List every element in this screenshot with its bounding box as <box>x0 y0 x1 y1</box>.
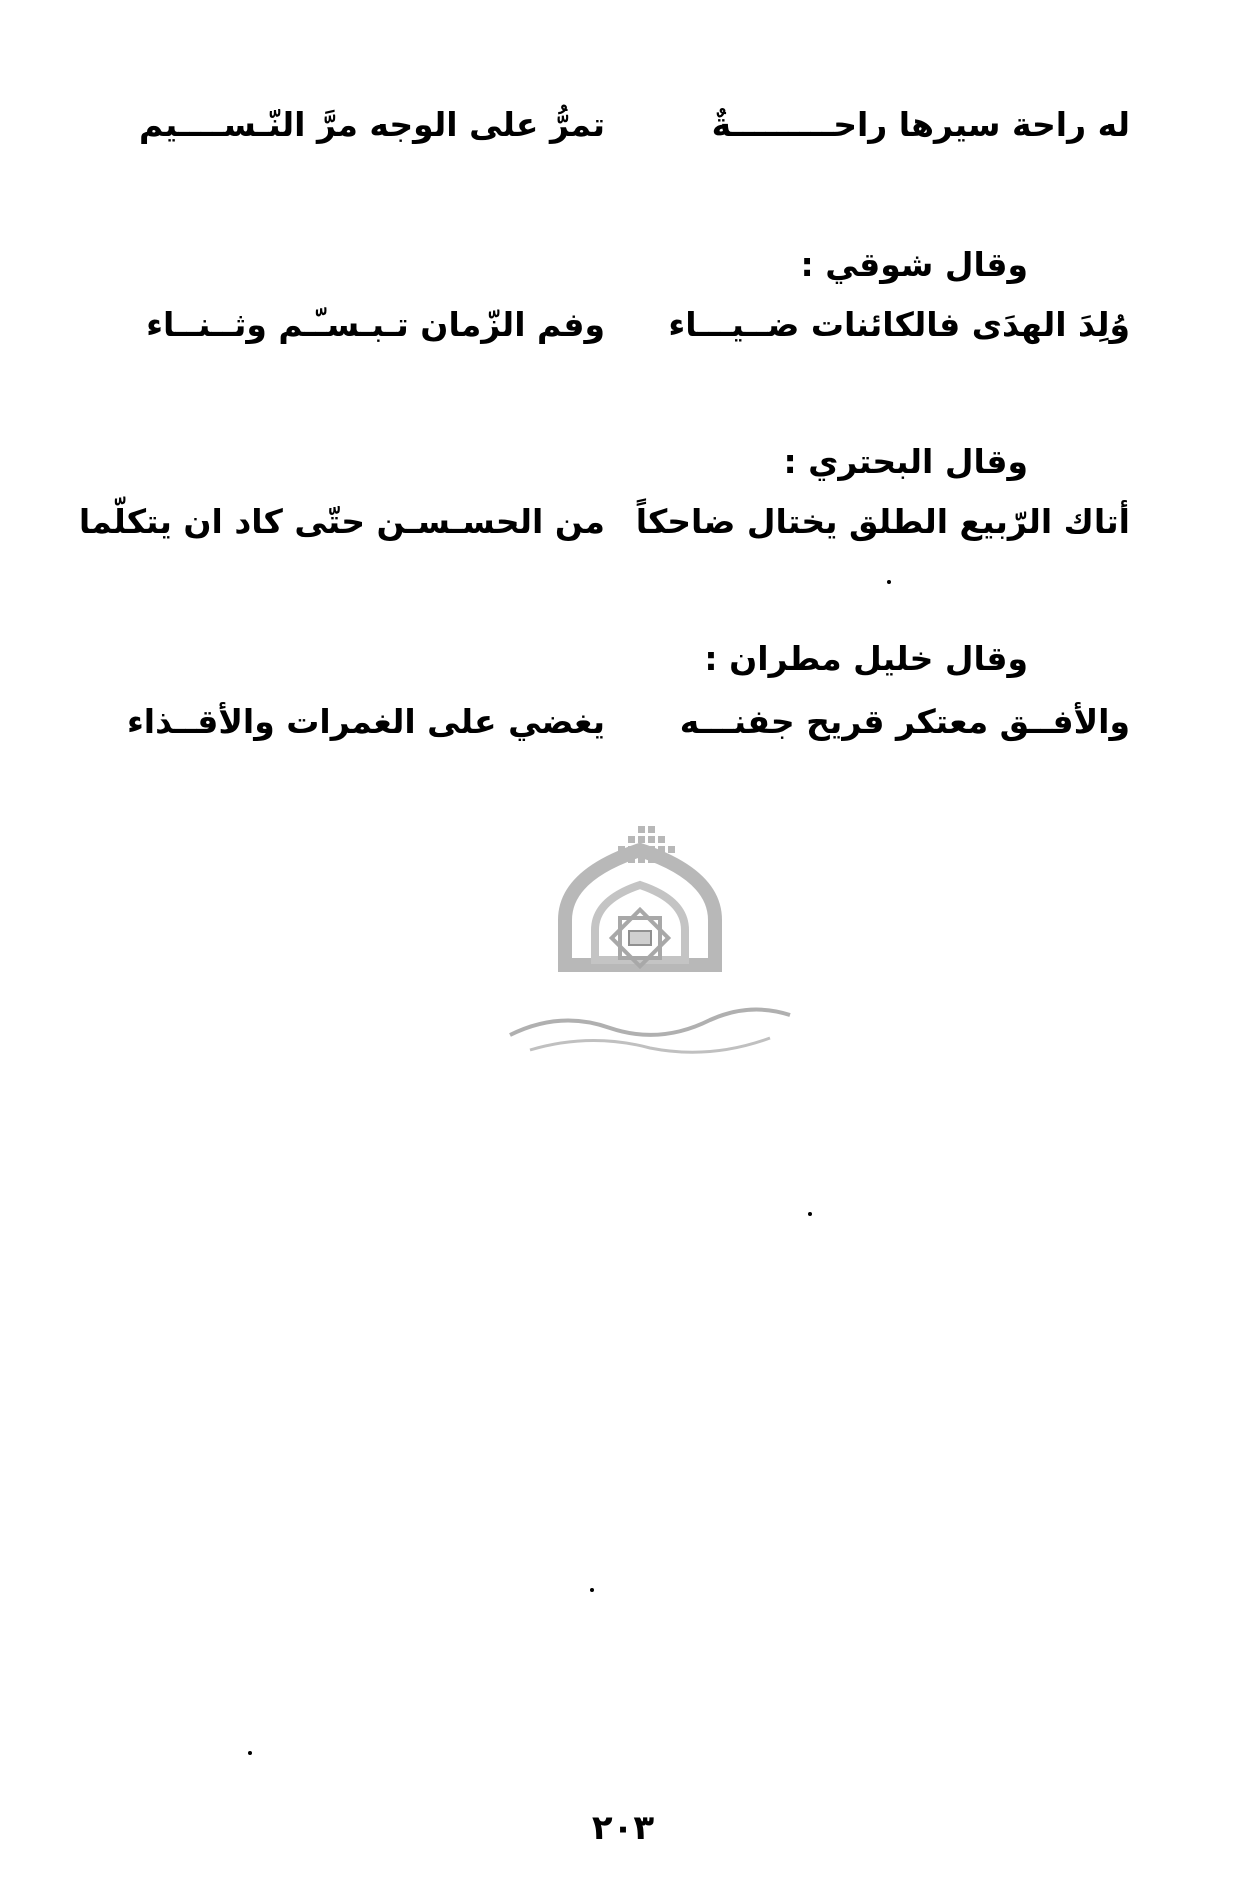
verse-4-first-hemistich: والأفــق معتكر قريح جفنـــه <box>679 702 1130 741</box>
scan-speck <box>248 1751 252 1755</box>
mosque-dome-icon <box>490 820 800 1060</box>
verse-3-second-hemistich: من الحسـسـن حتّى كاد ان يتكلّما <box>78 502 605 541</box>
verse-4-second-hemistich: يغضي على الغمرات والأقــذاء <box>126 702 605 741</box>
page-number: ٢٠٣ <box>591 1808 655 1848</box>
verse-2-first-hemistich: وُلِدَ الهدَى فالكائنات ضــيـــاء <box>668 305 1130 344</box>
scan-speck <box>887 580 891 584</box>
poet-intro-buhturi: وقال البحتري : <box>783 442 1028 481</box>
verse-2-second-hemistich: وفم الزّمان تـبـسـّـم وثــنــاء <box>146 305 605 344</box>
scan-speck <box>808 1212 812 1216</box>
verse-3-first-hemistich: أتاك الرّبيع الطلق يختال ضاحكاً <box>635 502 1130 541</box>
poet-intro-mutran: وقال خليل مطران : <box>704 639 1028 678</box>
scan-speck <box>590 1588 594 1592</box>
verse-1-second-hemistich: تمرُّ على الوجه مرَّ النّـســــيم <box>138 105 605 144</box>
verse-1-first-hemistich: له راحة سيرها راحـــــــــةٌ <box>711 105 1130 144</box>
watermark-logo <box>490 820 800 1060</box>
poet-intro-shawqi: وقال شوقي : <box>800 245 1028 284</box>
